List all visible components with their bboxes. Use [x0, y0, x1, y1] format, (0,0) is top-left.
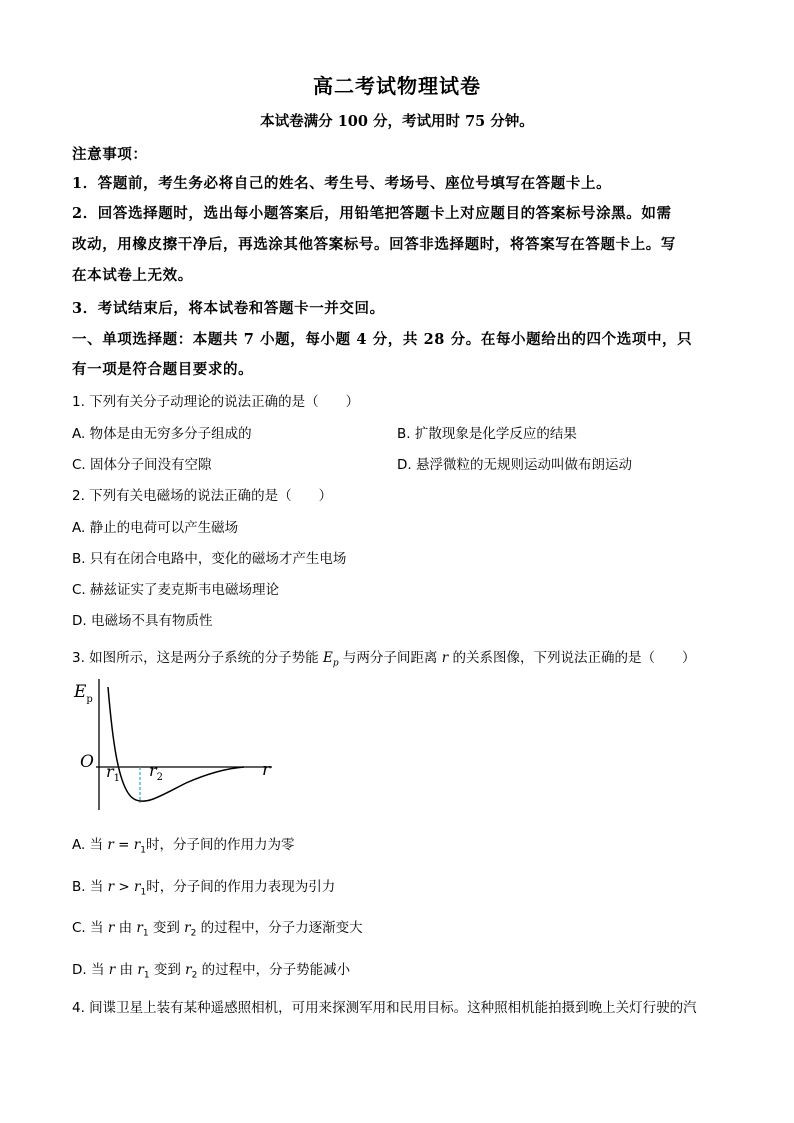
exam-subtitle: 本试卷满分 100 分，考试用时 75 分钟。 [260, 113, 534, 130]
potential-energy-graph [66, 675, 286, 815]
q4-stem: 4. 间谍卫星上装有某种遥感照相机，可用来探测军用和民用目标。这种照相机能拍摄到晚上关灯行驶的汽 [72, 1000, 697, 1016]
note-line: 1．答题前，考生务必将自己的姓名、考生号、考场号、座位号填写在答题卡上。 [72, 175, 612, 192]
page-title: 高二考试物理试卷 [313, 74, 481, 98]
q1-option-a: A. 物体是由无穷多分子组成的 [72, 426, 252, 442]
section-heading: 一、单项选择题：本题共 7 小题，每小题 4 分，共 28 分。在每小题给出的四个选项中，只 [72, 331, 693, 348]
q1-option-b: B. 扩散现象是化学反应的结果 [397, 426, 577, 442]
origin-label: O [80, 752, 94, 772]
q3-option-a: A. 当 $r = r_1$时，分子间的作用力为零 [72, 837, 295, 856]
q2-option-c: C. 赫兹证实了麦克斯韦电磁场理论 [72, 582, 280, 598]
q3-stem: 3. 如图所示，这是两分子系统的分子势能 $E_p$ 与两分子间距离 r 的关系图像，下列说法正确的是（ ） [72, 650, 696, 669]
notes-heading: 注意事项： [72, 146, 148, 163]
q1-option-d: D. 悬浮微粒的无规则运动叫做布朗运动 [397, 457, 632, 473]
r2-label: $r_2$ [149, 761, 164, 783]
note-line: 在本试卷上无效。 [72, 267, 193, 284]
q2-stem: 2. 下列有关电磁场的说法正确的是（ ） [72, 488, 333, 504]
note-line: 2．回答选择题时，选出每小题答案后，用铅笔把答题卡上对应题目的答案标号涂黑。如需 [72, 205, 672, 222]
y-axis-label: $E_p$ [74, 682, 93, 705]
r1-label: $r_1$ [106, 762, 121, 784]
q2-option-d: D. 电磁场不具有物质性 [72, 613, 213, 629]
ep-curve [108, 687, 244, 801]
q3-option-b: B. 当 $r > r_1$时，分子间的作用力表现为引力 [72, 879, 336, 898]
q3-option-c: C. 当 r 由 $r_1$ 变到 $r_2$ 的过程中，分子力逐渐变大 [72, 920, 363, 939]
q2-option-b: B. 只有在闭合电路中，变化的磁场才产生电场 [72, 551, 347, 567]
q3-option-d: D. 当 r 由 $r_1$ 变到 $r_2$ 的过程中，分子势能减小 [72, 962, 351, 981]
section-heading-cont: 有一项是符合题目要求的。 [72, 361, 254, 378]
note-line: 改动，用橡皮擦干净后，再选涂其他答案标号。回答非选择题时，将答案写在答题卡上。写 [72, 236, 676, 253]
x-axis-label: r [262, 760, 271, 780]
q1-stem: 1. 下列有关分子动理论的说法正确的是（ ） [72, 394, 360, 410]
note-line: 3．考试结束后，将本试卷和答题卡一并交回。 [72, 300, 385, 317]
q1-option-c: C. 固体分子间没有空隙 [72, 457, 212, 473]
q2-option-a: A. 静止的电荷可以产生磁场 [72, 520, 239, 536]
